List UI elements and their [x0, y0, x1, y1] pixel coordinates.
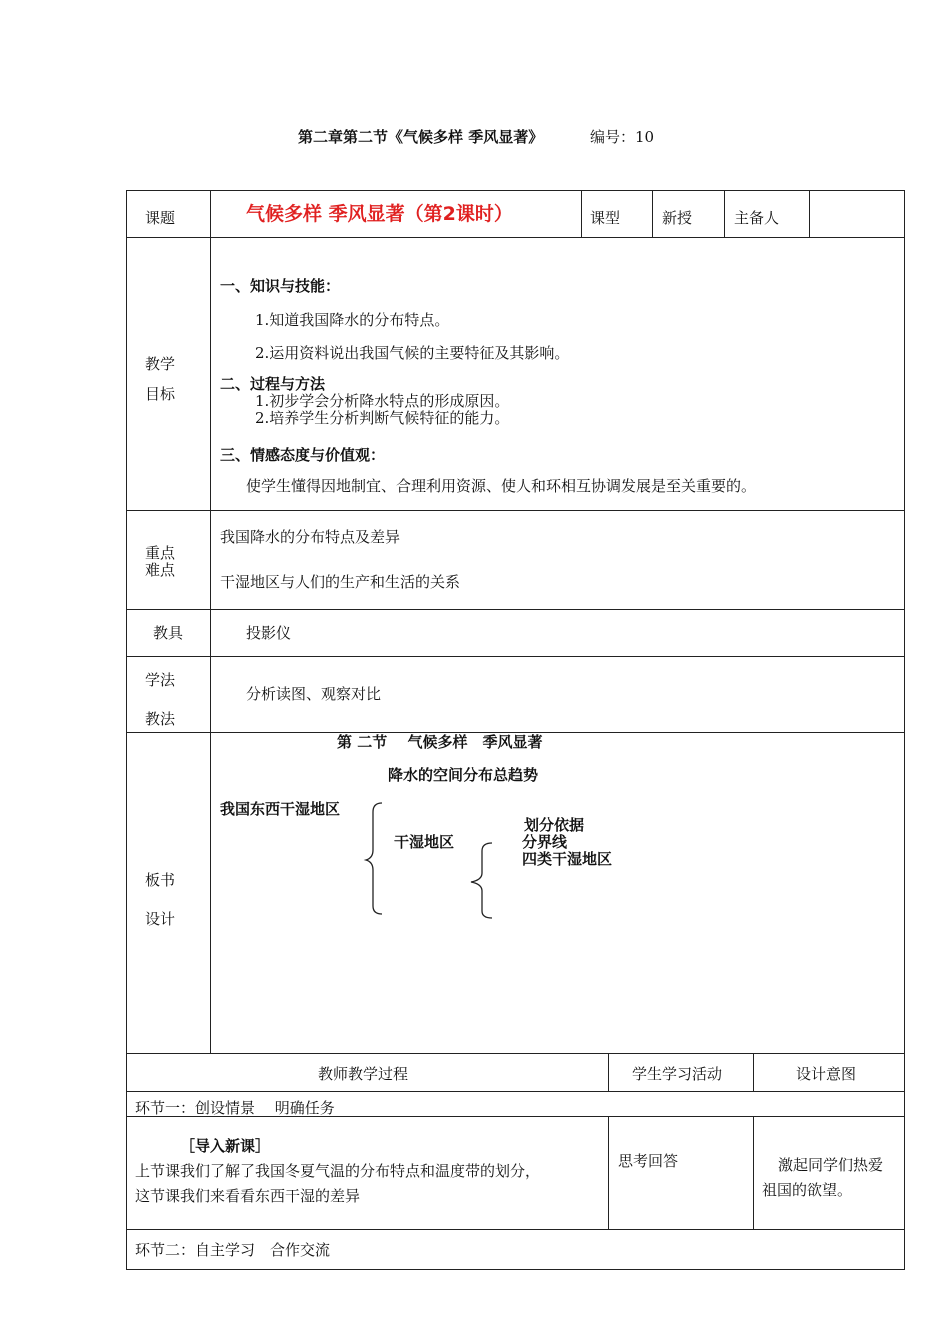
objectives-heading-process: 二、过程与方法: [220, 375, 326, 393]
objectives-item-1: 1.知道我国降水的分布特点。: [255, 311, 450, 329]
topic-label: 课题: [145, 209, 176, 227]
objectives-heading-knowledge: 一、知识与技能：: [220, 277, 341, 295]
board-title: 第 二节 气候多样 季风显著: [337, 733, 543, 751]
brace-small: [471, 843, 492, 918]
type-value: 新授: [662, 209, 693, 227]
board-label-2: 设计: [145, 910, 176, 928]
objectives-item-5: 使学生懂得因地制宜、合理利用资源、使人和环相互协调发展是至关重要的。: [246, 477, 757, 495]
board-leaf-1: 划分依据: [524, 816, 585, 834]
author-label: 主备人: [734, 209, 780, 227]
intro-text-1: 上节课我们了解了我国冬夏气温的分布特点和温度带的划分，: [135, 1162, 541, 1180]
objectives-heading-values: 三、情感态度与价值观：: [220, 446, 386, 464]
topic-title: 气候多样 季风显著（第2课时）: [246, 203, 513, 225]
type-label: 课型: [590, 209, 621, 227]
board-leaf-2: 分界线: [522, 833, 568, 851]
board-subtitle: 降水的空间分布总趋势: [388, 766, 539, 784]
intent-1-line-2: 祖国的欲望。: [762, 1181, 853, 1199]
process-col-student: 学生学习活动: [632, 1065, 723, 1083]
intro-label: ［导入新课］: [180, 1137, 271, 1155]
objectives-item-2: 2.运用资料说出我国气候的主要特征及其影响。: [255, 344, 570, 362]
board-label-1: 板书: [145, 871, 176, 889]
methods-label-2: 教法: [145, 710, 176, 728]
keypoint-1: 我国降水的分布特点及差异: [220, 528, 401, 546]
student-activity-1: 思考回答: [618, 1152, 679, 1170]
objectives-item-3: 1.初步学会分析降水特点的形成原因。: [255, 392, 510, 410]
methods-value: 分析读图、观察对比: [246, 685, 382, 703]
stage-1: 环节一：创设情景 明确任务: [135, 1099, 335, 1117]
board-leaf-3: 四类干湿地区: [522, 850, 613, 868]
objectives-label-1: 教学: [145, 355, 176, 373]
keypoint-2: 干湿地区与人们的生产和生活的关系: [220, 573, 461, 591]
methods-label-1: 学法: [145, 671, 176, 689]
tools-label: 教具: [153, 624, 184, 642]
document-number: 编号：10: [590, 128, 655, 146]
process-col-teacher: 教师教学过程: [318, 1065, 409, 1083]
keypoints-label-2: 难点: [145, 561, 176, 579]
stage-2: 环节二：自主学习 合作交流: [135, 1241, 331, 1259]
brace-large: [366, 803, 382, 914]
tools-value: 投影仪: [246, 624, 292, 642]
objectives-label-2: 目标: [145, 385, 176, 403]
intent-1-line-1: 激起同学们热爱: [778, 1156, 884, 1174]
intro-text-2: 这节课我们来看看东西干湿的差异: [135, 1187, 361, 1205]
objectives-item-4: 2.培养学生分析判断气候特征的能力。: [255, 409, 510, 427]
process-col-intent: 设计意图: [796, 1065, 857, 1083]
document-title: 第二章第二节《气候多样 季风显著》: [298, 128, 544, 146]
board-root: 我国东西干湿地区: [220, 800, 341, 818]
board-branch: 干湿地区: [394, 833, 455, 851]
keypoints-label-1: 重点: [145, 544, 176, 562]
